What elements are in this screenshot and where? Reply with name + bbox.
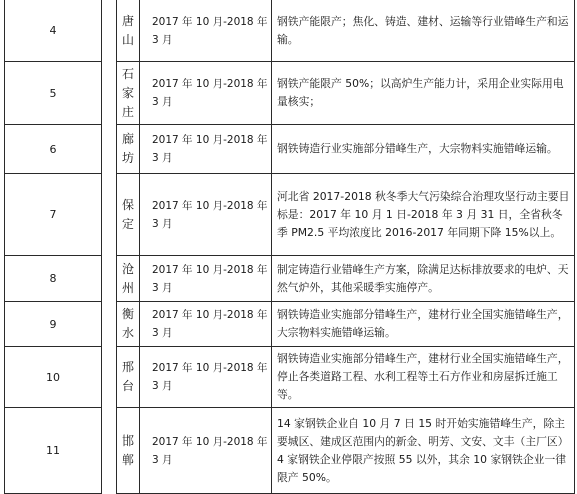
table-row (5, 408, 575, 494)
city-name: 邯郸 (121, 433, 134, 467)
row-index: 11 (5, 408, 102, 494)
city-name: 沧州 (121, 261, 134, 295)
period-cell: 2017 年 10 月-2018 年 3 月 (140, 125, 272, 174)
city-cell (117, 62, 140, 125)
table-row (5, 347, 575, 408)
city-name: 邢台 (121, 360, 134, 393)
row-gap (102, 408, 117, 494)
row-gap (102, 302, 117, 347)
row-index: 5 (5, 62, 102, 125)
city-name: 唐山 (121, 13, 134, 47)
row-index: 6 (5, 125, 102, 174)
row-gap (102, 62, 117, 125)
table-row (5, 256, 575, 302)
period-cell: 2017 年 10 月-2018 年 3 月 (140, 0, 272, 62)
row-index: 9 (5, 302, 102, 347)
row-gap (102, 347, 117, 408)
table-row (5, 302, 575, 347)
policy-cell: 制定铸造行业错峰生产方案，除满足达标排放要求的电炉、天然气炉外，其他采暖季实施停产。 (272, 256, 575, 302)
period-cell: 2017 年 10 月-2018 年 3 月 (140, 174, 272, 256)
city-name: 廊坊 (121, 132, 134, 165)
policy-cell: 钢铁铸造业实施部分错峰生产，建材行业全国实施错峰生产，停止各类道路工程、水利工程等土石方作业和房屋拆迁施工等。 (272, 347, 575, 408)
city-cell (117, 0, 140, 62)
policy-cell: 钢铁产能限产；焦化、铸造、建材、运输等行业错峰生产和运输。 (272, 0, 575, 62)
row-index: 7 (5, 174, 102, 256)
policy-cell: 钢铁产能限产 50%；以高炉生产能力计，采用企业实际用电量核实； (272, 62, 575, 125)
row-gap (102, 174, 117, 256)
city-cell (117, 408, 140, 494)
policy-cell: 河北省 2017-2018 秋冬季大气污染综合治理攻坚行动主要目标是：2017 年 10 月 1 日-2018 年 3 月 31 日，全省秋冬季 PM2.5 平均浓度比 2016-2017 年同期下降 15%以上。 (272, 174, 575, 256)
city-name: 石家庄 (121, 66, 134, 119)
row-gap (102, 125, 117, 174)
row-index: 4 (5, 0, 102, 62)
city-cell (117, 125, 140, 174)
policy-cell: 钢铁铸造行业实施部分错峰生产，大宗物料实施错峰运输。 (272, 125, 575, 174)
policy-table (4, 0, 575, 494)
row-gap (102, 256, 117, 302)
table-row (5, 0, 575, 62)
period-cell: 2017 年 10 月-2018 年 3 月 (140, 62, 272, 125)
city-cell (117, 174, 140, 256)
city-name: 衡水 (121, 307, 134, 340)
period-cell: 2017 年 10 月-2018 年 3 月 (140, 302, 272, 347)
row-index: 10 (5, 347, 102, 408)
policy-cell: 钢铁铸造业实施部分错峰生产，建材行业全国实施错峰生产，大宗物料实施错峰运输。 (272, 302, 575, 347)
table-row (5, 125, 575, 174)
city-cell (117, 347, 140, 408)
period-cell: 2017 年 10 月-2018 年 3 月 (140, 347, 272, 408)
period-cell: 2017 年 10 月-2018 年 3 月 (140, 408, 272, 494)
row-gap (102, 0, 117, 62)
table-row (5, 62, 575, 125)
city-name: 保定 (121, 197, 134, 231)
city-cell (117, 256, 140, 302)
city-cell (117, 302, 140, 347)
policy-cell: 14 家钢铁企业自 10 月 7 日 15 时开始实施错峰生产，除主要城区、建成区范围内的新金、明芳、文安、文丰（主厂区）4 家钢铁企业停限产按照 55 以外，其余 10 家钢铁企业一律限产 50%。 (272, 408, 575, 494)
row-index: 8 (5, 256, 102, 302)
table-row (5, 174, 575, 256)
period-cell: 2017 年 10 月-2018 年 3 月 (140, 256, 272, 302)
